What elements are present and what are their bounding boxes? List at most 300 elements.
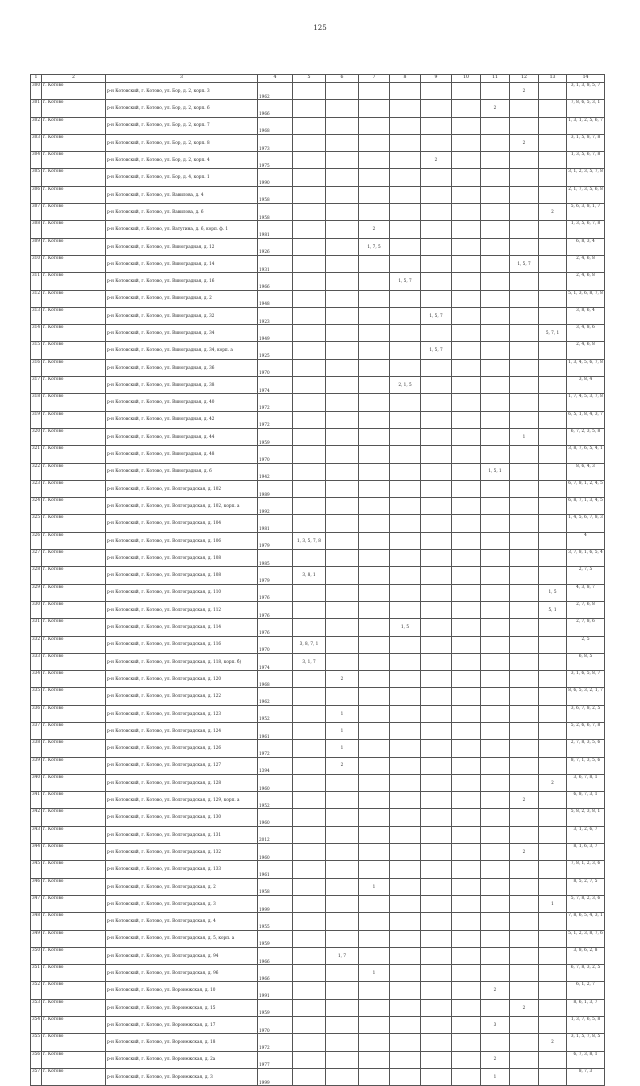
col7-cell	[359, 411, 390, 428]
col10-cell	[452, 878, 481, 895]
col7-cell	[359, 722, 390, 739]
row-number: 328	[31, 567, 42, 584]
address-cell: р-н Котовский, г. Котово, ул. Волгоградская, д. 123	[106, 705, 258, 722]
row-number: 331	[31, 619, 42, 636]
col7-cell	[359, 844, 390, 861]
address-cell: р-н Котовский, г. Котово, ул. Виноградная, д. 16	[106, 273, 258, 290]
col5-cell	[293, 895, 326, 912]
col8-cell	[390, 100, 421, 117]
table-row	[31, 792, 605, 809]
col10-cell	[452, 1034, 481, 1051]
column-header: 1	[31, 75, 42, 83]
col11-cell	[481, 567, 510, 584]
col12-cell	[510, 117, 539, 134]
col5-cell: 3, 8, 7, 1	[293, 636, 326, 653]
col8-cell	[390, 671, 421, 688]
col6-cell: 2	[326, 757, 359, 774]
col6-cell	[326, 186, 359, 203]
year-cell: 1972	[258, 394, 293, 411]
address-cell: р-н Котовский, г. Котово, ул. Волгоградская, д. 5, корп. а	[106, 930, 258, 947]
locality-cell: г. Котово	[42, 1051, 106, 1068]
table-row	[31, 169, 605, 186]
row-number: 353	[31, 999, 42, 1016]
col10-cell	[452, 204, 481, 221]
col6-cell	[326, 480, 359, 497]
col12-cell	[510, 100, 539, 117]
year-cell: 2012	[258, 826, 293, 843]
year-cell: 1948	[258, 290, 293, 307]
address-cell: р-н Котовский, г. Котово, ул. Виноградная, д. 34, корп. а	[106, 342, 258, 359]
locality-cell: г. Котово	[42, 774, 106, 791]
col12-cell: 1, 5, 7	[510, 255, 539, 272]
col12-cell	[510, 359, 539, 376]
col14-cell: 6, 7, 2, 3, 5, 8	[567, 428, 605, 445]
col13-cell: 1	[539, 895, 567, 912]
year-cell: 1925	[258, 342, 293, 359]
col8-cell	[390, 255, 421, 272]
col11-cell	[481, 826, 510, 843]
col5-cell	[293, 342, 326, 359]
col7-cell	[359, 601, 390, 618]
col14-cell: 2, 7, 6, 8	[567, 601, 605, 618]
year-cell: 1952	[258, 705, 293, 722]
col5-cell	[293, 844, 326, 861]
table-row	[31, 550, 605, 567]
col9-cell	[421, 377, 452, 394]
col6-cell	[326, 446, 359, 463]
row-number: 300	[31, 83, 42, 100]
address-cell: р-н Котовский, г. Котово, ул. Волгоградская, д. 102	[106, 480, 258, 497]
col8-cell	[390, 238, 421, 255]
col8-cell	[390, 169, 421, 186]
col8-cell	[390, 411, 421, 428]
col14-cell: 1, 4, 5, 6, 7, 8, 3	[567, 515, 605, 532]
row-number: 320	[31, 428, 42, 445]
col7-cell	[359, 671, 390, 688]
col7-cell	[359, 947, 390, 964]
col11-cell	[481, 515, 510, 532]
col11-cell: 2	[481, 1051, 510, 1068]
col10-cell	[452, 705, 481, 722]
col6-cell	[326, 204, 359, 221]
col14-cell: 3, 6, 7, 8, 1	[567, 774, 605, 791]
col14-cell: 3, 1, 5, 7, 8, 5	[567, 1034, 605, 1051]
locality-cell: г. Котово	[42, 999, 106, 1016]
col7-cell	[359, 446, 390, 463]
col12-cell	[510, 567, 539, 584]
col8-cell	[390, 342, 421, 359]
col13-cell	[539, 550, 567, 567]
col10-cell	[452, 861, 481, 878]
locality-cell: г. Котово	[42, 878, 106, 895]
col8-cell	[390, 117, 421, 134]
col14-cell: 2, 7, 8, 6	[567, 619, 605, 636]
col12-cell	[510, 221, 539, 238]
col9-cell	[421, 463, 452, 480]
table-row	[31, 878, 605, 895]
col5-cell	[293, 550, 326, 567]
col14-cell: 6, 8, 7, 3, 1	[567, 792, 605, 809]
col14-cell: 1, 3, 5, 6, 7, 8	[567, 152, 605, 169]
col9-cell	[421, 100, 452, 117]
row-number: 303	[31, 134, 42, 151]
col13-cell: 5, 7, 1	[539, 325, 567, 342]
col7-cell	[359, 255, 390, 272]
col14-cell: 3, 1, 5, 8, 7, 8	[567, 134, 605, 151]
col5-cell	[293, 705, 326, 722]
address-cell: р-н Котовский, г. Котово, ул. Виноградная, д. 36	[106, 359, 258, 376]
year-cell: 1976	[258, 619, 293, 636]
col13-cell	[539, 377, 567, 394]
address-cell: р-н Котовский, г. Котово, ул. Волгоградская, д. 124	[106, 722, 258, 739]
col9-cell	[421, 290, 452, 307]
year-cell: 1970	[258, 359, 293, 376]
address-cell: р-н Котовский, г. Котово, ул. Волгоградская, д. 108	[106, 550, 258, 567]
col12-cell: 1	[510, 428, 539, 445]
column-number-row	[31, 75, 605, 83]
locality-cell: г. Котово	[42, 861, 106, 878]
year-cell: 1981	[258, 515, 293, 532]
col13-cell	[539, 722, 567, 739]
table-row	[31, 913, 605, 930]
col10-cell	[452, 965, 481, 982]
address-cell: р-н Котовский, г. Котово, ул. Волгоградская, д. 120	[106, 671, 258, 688]
col9-cell	[421, 498, 452, 515]
locality-cell: г. Котово	[42, 809, 106, 826]
address-cell: р-н Котовский, г. Котово, ул. Волгоградская, д. 131	[106, 826, 258, 843]
locality-cell: г. Котово	[42, 186, 106, 203]
table-row	[31, 394, 605, 411]
col12-cell	[510, 601, 539, 618]
col8-cell	[390, 428, 421, 445]
locality-cell: г. Котово	[42, 619, 106, 636]
col12-cell	[510, 913, 539, 930]
col10-cell	[452, 809, 481, 826]
row-number: 318	[31, 394, 42, 411]
col11-cell	[481, 861, 510, 878]
table-row	[31, 999, 605, 1016]
locality-cell: г. Котово	[42, 238, 106, 255]
col5-cell	[293, 359, 326, 376]
year-cell: 1999	[258, 1068, 293, 1085]
locality-cell: г. Котово	[42, 671, 106, 688]
column-header: 2	[42, 75, 106, 83]
table-row	[31, 757, 605, 774]
locality-cell: г. Котово	[42, 515, 106, 532]
col8-cell: 1, 5	[390, 619, 421, 636]
col10-cell	[452, 359, 481, 376]
table-row	[31, 636, 605, 653]
address-cell: р-н Котовский, г. Котово, ул. Вавилова, д. 4	[106, 186, 258, 203]
col14-cell: 3, 1, 6, 5, 8, 7	[567, 671, 605, 688]
table-row	[31, 186, 605, 203]
table-row	[31, 844, 605, 861]
col14-cell: 6, 7, 8, 1, 2, 4, 5	[567, 480, 605, 497]
col8-cell	[390, 740, 421, 757]
col8-cell	[390, 1034, 421, 1051]
col10-cell	[452, 83, 481, 100]
col6-cell	[326, 152, 359, 169]
table-row	[31, 895, 605, 912]
col6-cell	[326, 809, 359, 826]
col14-cell: 3, 6, 7, 8, 2, 5	[567, 705, 605, 722]
locality-cell: г. Котово	[42, 567, 106, 584]
col9-cell	[421, 757, 452, 774]
year-cell: 1979	[258, 532, 293, 549]
row-number: 306	[31, 186, 42, 203]
col7-cell	[359, 394, 390, 411]
table-row	[31, 826, 605, 843]
table-row	[31, 532, 605, 549]
col5-cell	[293, 515, 326, 532]
col7-cell	[359, 532, 390, 549]
locality-cell: г. Котово	[42, 463, 106, 480]
locality-cell: г. Котово	[42, 930, 106, 947]
col14-cell: 8, 7, 1, 3, 5, 6	[567, 757, 605, 774]
locality-cell: г. Котово	[42, 550, 106, 567]
col14-cell: 6, 8, 3, 4	[567, 238, 605, 255]
col13-cell	[539, 809, 567, 826]
col12-cell	[510, 619, 539, 636]
col13-cell	[539, 532, 567, 549]
col12-cell	[510, 757, 539, 774]
col13-cell	[539, 982, 567, 999]
year-cell: 1985	[258, 550, 293, 567]
col6-cell	[326, 342, 359, 359]
locality-cell: г. Котово	[42, 134, 106, 151]
row-number: 317	[31, 377, 42, 394]
col8-cell	[390, 861, 421, 878]
col12-cell	[510, 186, 539, 203]
address-cell: р-н Котовский, г. Котово, ул. Виноградная, д. 44	[106, 428, 258, 445]
col5-cell	[293, 83, 326, 100]
col8-cell	[390, 965, 421, 982]
col7-cell: 2	[359, 221, 390, 238]
col14-cell: 2, 4, 6, 8	[567, 342, 605, 359]
year-cell: 1959	[258, 930, 293, 947]
col8-cell	[390, 895, 421, 912]
col10-cell	[452, 186, 481, 203]
col10-cell	[452, 273, 481, 290]
row-number: 355	[31, 1034, 42, 1051]
table-row	[31, 705, 605, 722]
col10-cell	[452, 1017, 481, 1034]
col14-cell: 8, 1, 6, 3, 7	[567, 844, 605, 861]
col13-cell: 1, 5	[539, 584, 567, 601]
col13-cell	[539, 498, 567, 515]
row-number: 345	[31, 861, 42, 878]
col12-cell	[510, 1017, 539, 1034]
col11-cell	[481, 83, 510, 100]
col10-cell	[452, 446, 481, 463]
address-cell: р-н Котовский, г. Котово, ул. Виноградная, д. 42	[106, 411, 258, 428]
col10-cell	[452, 895, 481, 912]
col10-cell	[452, 722, 481, 739]
col8-cell	[390, 982, 421, 999]
col11-cell	[481, 965, 510, 982]
table-row	[31, 221, 605, 238]
col14-cell: 3, 8, 7, 6, 5, 4, 1	[567, 446, 605, 463]
col8-cell	[390, 532, 421, 549]
address-cell: р-н Котовский, г. Котово, ул. Бор, д. 2, корп. 3	[106, 83, 258, 100]
locality-cell: г. Котово	[42, 428, 106, 445]
address-cell: р-н Котовский, г. Котово, ул. Виноградная, д. 6	[106, 463, 258, 480]
col12-cell	[510, 377, 539, 394]
col12-cell	[510, 740, 539, 757]
col13-cell	[539, 152, 567, 169]
locality-cell: г. Котово	[42, 653, 106, 670]
col13-cell	[539, 394, 567, 411]
year-cell: 1958	[258, 878, 293, 895]
col12-cell	[510, 878, 539, 895]
row-number: 302	[31, 117, 42, 134]
col14-cell: 1, 3, 7, 6, 5, 8	[567, 1017, 605, 1034]
row-number: 311	[31, 273, 42, 290]
address-cell: р-н Котовский, г. Котово, ул. Воронежская, д. 15	[106, 999, 258, 1016]
table-row	[31, 1068, 605, 1085]
row-number: 322	[31, 463, 42, 480]
row-number: 327	[31, 550, 42, 567]
col10-cell	[452, 584, 481, 601]
col7-cell	[359, 1017, 390, 1034]
col9-cell	[421, 204, 452, 221]
col8-cell	[390, 826, 421, 843]
row-number: 348	[31, 913, 42, 930]
col7-cell	[359, 774, 390, 791]
year-cell: 1974	[258, 653, 293, 670]
col6-cell	[326, 515, 359, 532]
col10-cell	[452, 740, 481, 757]
col11-cell	[481, 999, 510, 1016]
locality-cell: г. Котово	[42, 636, 106, 653]
col12-cell	[510, 152, 539, 169]
col14-cell: 2, 5	[567, 636, 605, 653]
year-cell: 1966	[258, 273, 293, 290]
table-row	[31, 947, 605, 964]
row-number: 334	[31, 671, 42, 688]
address-cell: р-н Котовский, г. Котово, ул. Волгоградская, д. 102, корп. а	[106, 498, 258, 515]
locality-cell: г. Котово	[42, 117, 106, 134]
col11-cell	[481, 394, 510, 411]
col9-cell	[421, 446, 452, 463]
col14-cell: 4, 3, 8, 7	[567, 584, 605, 601]
col5-cell	[293, 930, 326, 947]
col12-cell	[510, 722, 539, 739]
address-cell: р-н Котовский, г. Котово, ул. Волгоградская, д. 94	[106, 947, 258, 964]
col6-cell	[326, 774, 359, 791]
col6-cell	[326, 636, 359, 653]
col5-cell	[293, 619, 326, 636]
register-table	[30, 74, 605, 1086]
col5-cell	[293, 117, 326, 134]
col5-cell	[293, 584, 326, 601]
col8-cell: 1, 5, 7	[390, 273, 421, 290]
year-cell: 1975	[258, 152, 293, 169]
col8-cell	[390, 722, 421, 739]
col11-cell	[481, 255, 510, 272]
address-cell: р-н Котовский, г. Котово, ул. Виноградная, д. 34	[106, 325, 258, 342]
col11-cell	[481, 238, 510, 255]
col8-cell	[390, 584, 421, 601]
col14-cell: 3, 8, 6, 2, 8	[567, 947, 605, 964]
col5-cell	[293, 134, 326, 151]
address-cell: р-н Котовский, г. Котово, ул. Волгоградская, д. 130	[106, 809, 258, 826]
column-header: 11	[481, 75, 510, 83]
col5-cell	[293, 1068, 326, 1085]
col10-cell	[452, 792, 481, 809]
col9-cell	[421, 653, 452, 670]
col9-cell	[421, 1017, 452, 1034]
row-number: 324	[31, 498, 42, 515]
col12-cell: 2	[510, 792, 539, 809]
col5-cell	[293, 809, 326, 826]
col12-cell	[510, 982, 539, 999]
locality-cell: г. Котово	[42, 688, 106, 705]
table-row	[31, 653, 605, 670]
table-row	[31, 861, 605, 878]
address-cell: р-н Котовский, г. Котово, ул. Ватутина, д. 6, корп. ф. 1	[106, 221, 258, 238]
col9-cell	[421, 325, 452, 342]
col6-cell	[326, 83, 359, 100]
address-cell: р-н Котовский, г. Котово, ул. Виноградная, д. 12	[106, 238, 258, 255]
table-row	[31, 515, 605, 532]
col6-cell	[326, 895, 359, 912]
address-cell: р-н Котовский, г. Котово, ул. Волгоградская, д. 127	[106, 757, 258, 774]
col11-cell	[481, 947, 510, 964]
col13-cell	[539, 1051, 567, 1068]
locality-cell: г. Котово	[42, 740, 106, 757]
table-row	[31, 117, 605, 134]
col10-cell	[452, 550, 481, 567]
table-row	[31, 740, 605, 757]
row-number: 342	[31, 809, 42, 826]
col8-cell	[390, 446, 421, 463]
col11-cell: 3	[481, 1017, 510, 1034]
locality-cell: г. Котово	[42, 584, 106, 601]
col14-cell: 6, 8, 5	[567, 653, 605, 670]
col9-cell	[421, 722, 452, 739]
col9-cell	[421, 619, 452, 636]
col13-cell	[539, 463, 567, 480]
col10-cell	[452, 636, 481, 653]
col10-cell	[452, 221, 481, 238]
col10-cell	[452, 342, 481, 359]
table-row	[31, 411, 605, 428]
year-cell: 1959	[258, 999, 293, 1016]
col6-cell	[326, 826, 359, 843]
col7-cell	[359, 290, 390, 307]
table-row	[31, 290, 605, 307]
col6-cell	[326, 394, 359, 411]
col7-cell	[359, 809, 390, 826]
col9-cell	[421, 913, 452, 930]
col5-cell	[293, 307, 326, 324]
col13-cell	[539, 878, 567, 895]
year-cell: 1976	[258, 601, 293, 618]
col11-cell	[481, 134, 510, 151]
col12-cell	[510, 653, 539, 670]
col10-cell	[452, 169, 481, 186]
col8-cell	[390, 636, 421, 653]
year-cell: 1960	[258, 844, 293, 861]
table-row	[31, 930, 605, 947]
year-cell: 1968	[258, 671, 293, 688]
col13-cell	[539, 273, 567, 290]
col9-cell	[421, 844, 452, 861]
row-number: 314	[31, 325, 42, 342]
col13-cell	[539, 169, 567, 186]
col8-cell	[390, 601, 421, 618]
